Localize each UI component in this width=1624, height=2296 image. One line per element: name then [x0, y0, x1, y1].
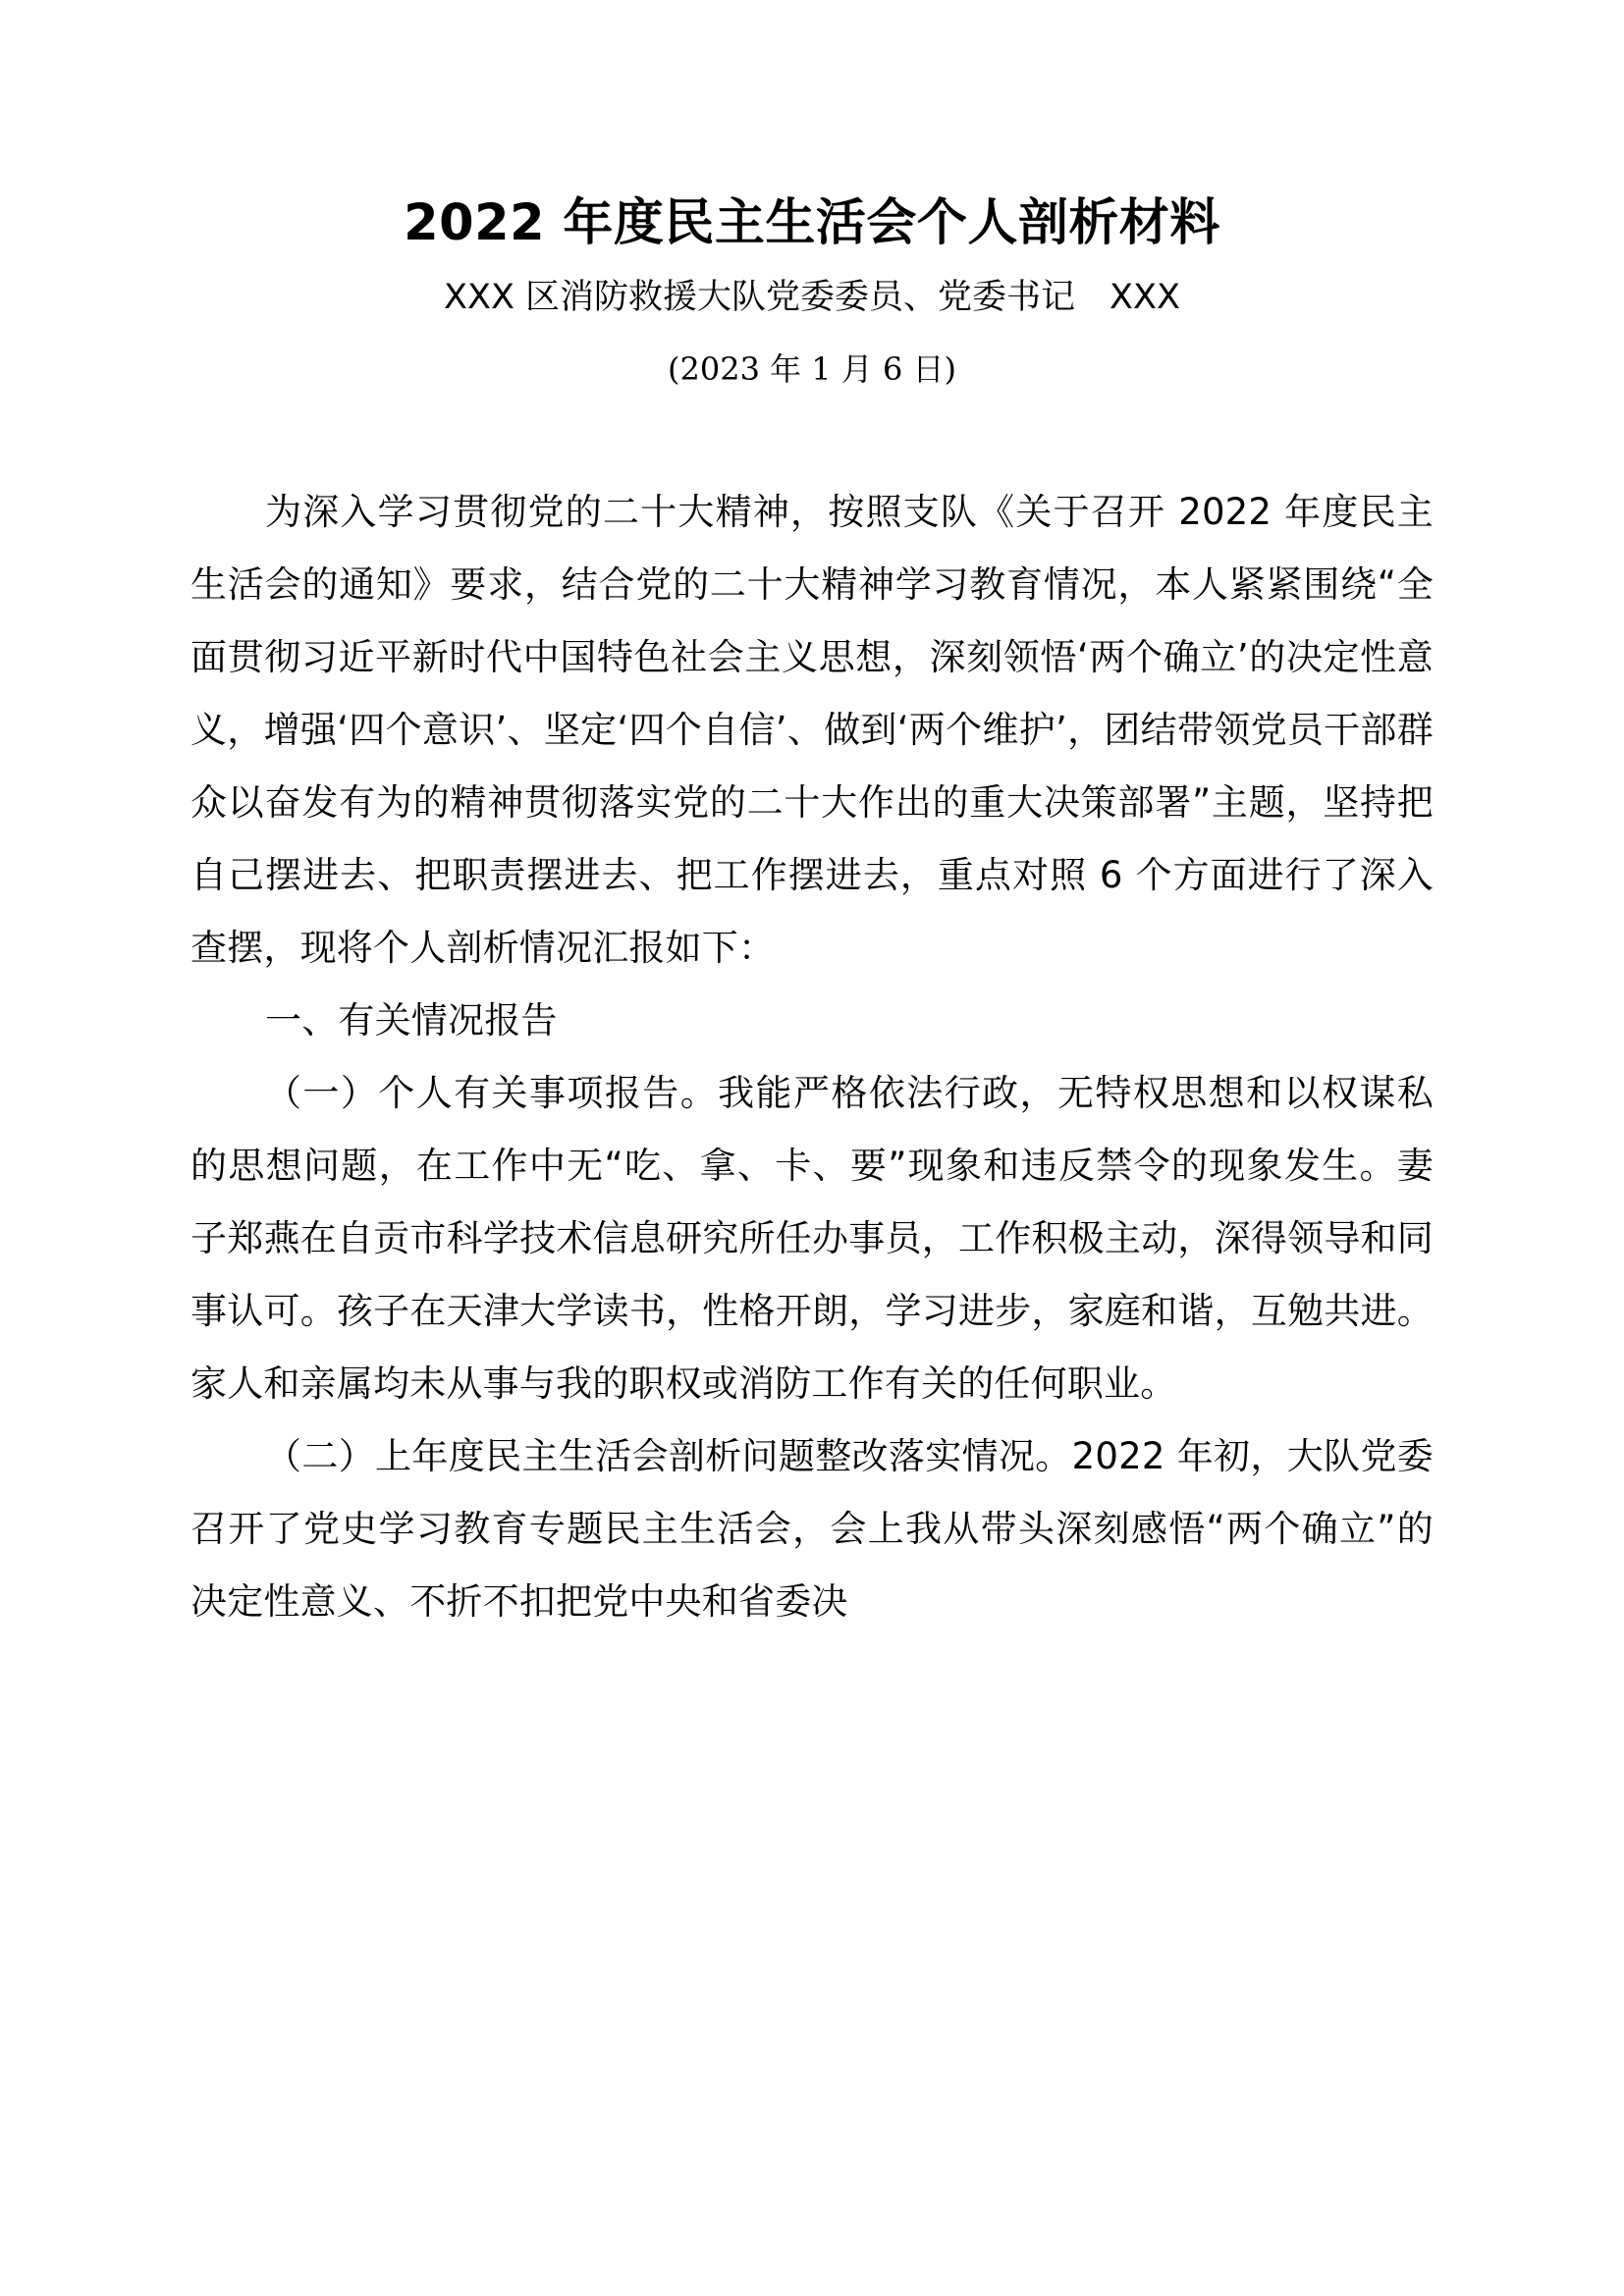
paragraph-section-1-1: （一）个人有关事项报告。我能严格依法行政，无特权思想和以权谋私的思想问题，在工作中无“吃、拿、卡、要”现象和违反禁令的现象发生。妻子郑燕在自贡市科学技术信息研究所任办事员，工作积极主动，深得领导和同事认可。孩子在天津大学读书，性格开朗，学习进步，家庭和谐，互勉共进。家人和亲属均未从事与我的职权或消防工作有关的任何职业。: [190, 1071, 1434, 1405]
section-heading-1: 一、有关情况报告: [265, 998, 558, 1041]
document-body: [190, 392, 1434, 1638]
paragraph-intro: 为深入学习贯彻党的二十大精神，按照支队《关于召开 2022 年度民主生活会的通知》要求，结合党的二十大精神学习教育情况，本人紧紧围绕“全面贯彻习近平新时代中国特色社会主义思想，深刻领悟‘两个确立’的决定性意义，增强‘四个意识’、坚定‘四个自信’、做到‘两个维护’，团结带领党员干部群众以奋发有为的精神贯彻落实党的二十大作出的重大决策部署”主题，坚持把自己摆进去、把职责摆进去、把工作摆进去，重点对照 6 个方面进行了深入查摆，现将个人剖析情况汇报如下：: [190, 490, 1434, 969]
document-date: (2023 年 1 月 6 日): [668, 350, 956, 389]
page-title: 2022 年度民主生活会个人剖析材料: [404, 194, 1220, 252]
paragraph-section-1-2: （二）上年度民主生活会剖析问题整改落实情况。2022 年初，大队党委召开了党史学习教育专题民主生活会，会上我从带头深刻感悟“两个确立”的决定性意义、不折不扣把党中央和省委决: [190, 1434, 1434, 1623]
page-content-area: [190, 0, 1434, 1638]
document-subtitle: XXX 区消防救援大队党委委员、党委书记 XXX: [444, 278, 1180, 318]
